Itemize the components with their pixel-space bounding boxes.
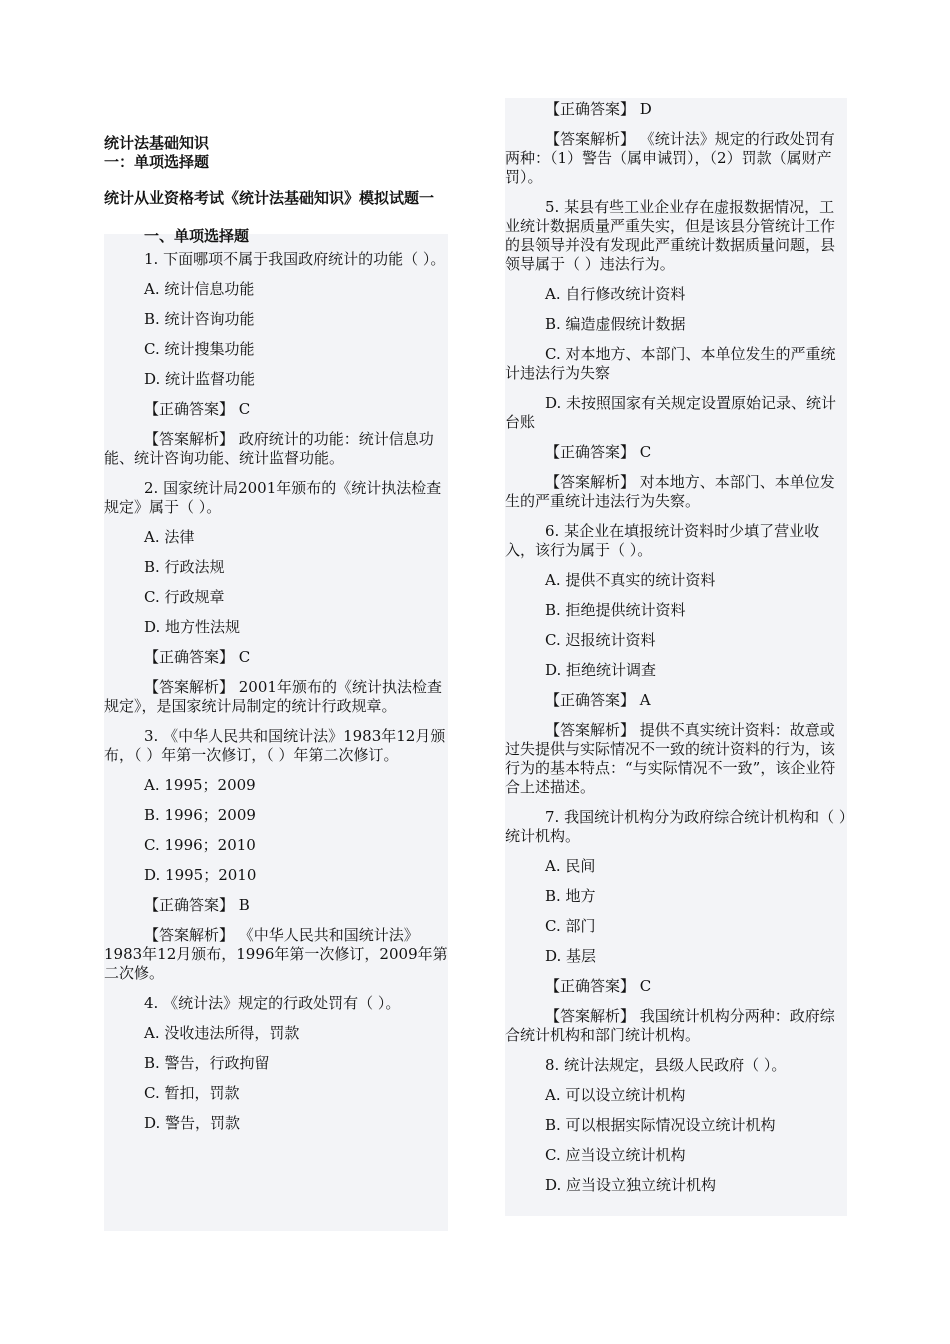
question-text: 【正确答案】 C [545, 977, 652, 995]
answer-option: C. 迟报统计资料 [545, 631, 656, 649]
question-text: C. 对本地方、本部门、本单位发生的严重统计违法行为失察 [505, 345, 836, 382]
answer-option: C. 统计搜集功能 [144, 340, 255, 358]
answer-option: A. 没收违法所得，罚款 [144, 1024, 300, 1042]
answer-option: B. 统计咨询功能 [144, 310, 255, 328]
right-column [505, 98, 847, 1216]
answer-option: B. 地方 [545, 887, 596, 905]
answer-option: A. 法律 [144, 528, 195, 546]
answer-option: D. 拒绝统计调查 [545, 661, 657, 679]
question-text: 【正确答案】 D [545, 100, 652, 118]
answer-option: D. 应当设立独立统计机构 [545, 1176, 717, 1194]
question-text: 1. 下面哪项不属于我国政府统计的功能（ ）。 [144, 250, 446, 268]
question-text: 【答案解析】 2001年颁布的《统计执法检查规定》，是国家统计局制定的统计行政规章。 [104, 678, 442, 715]
question-text: 【答案解析】 《统计法》规定的行政处罚有两种：（1）警告（属申诫罚），（2）罚款（属财产罚）。 [505, 130, 835, 186]
answer-option: B. 可以根据实际情况设立统计机构 [545, 1116, 776, 1134]
doc-title: 统计法基础知识 [104, 134, 210, 152]
answer-option: A. 自行修改统计资料 [545, 285, 686, 303]
question-text: 6. 某企业在填报统计资料时少填了营业收入，该行为属于（ ）。 [505, 522, 820, 559]
question-text: 2. 国家统计局2001年颁布的《统计执法检查规定》属于（ ）。 [104, 479, 442, 516]
answer-option: A. 统计信息功能 [144, 280, 255, 298]
question-text: 4. 《统计法》规定的行政处罚有（ ）。 [144, 994, 401, 1012]
answer-option: C. 部门 [545, 917, 596, 935]
answer-option: D. 统计监督功能 [144, 370, 256, 388]
right-question-list [505, 100, 847, 1195]
answer-option: B. 行政法规 [144, 558, 225, 576]
answer-option: C. 1996；2010 [144, 836, 256, 854]
question-text: 【正确答案】 C [144, 648, 251, 666]
answer-option: D. 基层 [545, 947, 597, 965]
answer-option: A. 可以设立统计机构 [545, 1086, 686, 1104]
answer-option: B. 警告，行政拘留 [144, 1054, 270, 1072]
question-text: 7. 我国统计机构分为政府综合统计机构和（ ）统计机构。 [505, 808, 847, 845]
left-column [104, 134, 448, 1231]
answer-option: D. 1995；2010 [144, 866, 257, 884]
part-title: 一、单项选择题 [144, 227, 250, 245]
answer-option: A. 1995；2009 [144, 776, 256, 794]
answer-option: C. 应当设立统计机构 [545, 1146, 686, 1164]
exam-title: 统计从业资格考试《统计法基础知识》模拟试题一 [104, 189, 435, 207]
left-question-list [104, 250, 448, 1133]
answer-option: D. 地方性法规 [144, 618, 241, 636]
question-text: 【正确答案】 C [545, 443, 652, 461]
question-text: D. 未按照国家有关规定设置原始记录、统计台账 [505, 394, 837, 431]
answer-option: B. 编造虚假统计数据 [545, 315, 686, 333]
answer-option: A. 民间 [545, 857, 596, 875]
question-text: 【正确答案】 A [545, 691, 651, 709]
answer-option: C. 行政规章 [144, 588, 225, 606]
question-text: 【答案解析】 提供不真实统计资料：故意或过失提供与实际情况不一致的统计资料的行为，该行为的基本特点：“与实际情况不一致”，该企业符合上述描述。 [505, 721, 836, 796]
question-text: 【答案解析】 政府统计的功能：统计信息功能、统计咨询功能、统计监督功能。 [104, 430, 434, 467]
question-text: 【答案解析】 《中华人民共和国统计法》1983年12月颁布，1996年第一次修订，2009年第二次修。 [104, 926, 448, 982]
answer-option: A. 提供不真实的统计资料 [545, 571, 716, 589]
question-text: 5. 某县有些工业企业存在虚报数据情况，工业统计数据质量严重失实，但是该县分管统计工作的县领导并没有发现此严重统计数据质量问题，县领导属于（ ）违法行为。 [505, 198, 836, 273]
question-text: 【答案解析】 我国统计机构分两种：政府综合统计机构和部门统计机构。 [505, 1007, 835, 1044]
question-text: 【答案解析】 对本地方、本部门、本单位发生的严重统计违法行为失察。 [505, 473, 835, 510]
section-title: 一：单项选择题 [104, 153, 210, 171]
question-text: 【正确答案】 B [144, 896, 250, 914]
answer-option: B. 1996；2009 [144, 806, 256, 824]
answer-option: C. 暂扣，罚款 [144, 1084, 240, 1102]
question-text: 3. 《中华人民共和国统计法》1983年12月颁布，（ ）年第一次修订，（ ）年第二次修订。 [104, 727, 446, 764]
question-text: 【正确答案】 C [144, 400, 251, 418]
question-text: 8. 统计法规定，县级人民政府（ ）。 [545, 1056, 787, 1074]
answer-option: B. 拒绝提供统计资料 [545, 601, 686, 619]
answer-option: D. 警告，罚款 [144, 1114, 241, 1132]
